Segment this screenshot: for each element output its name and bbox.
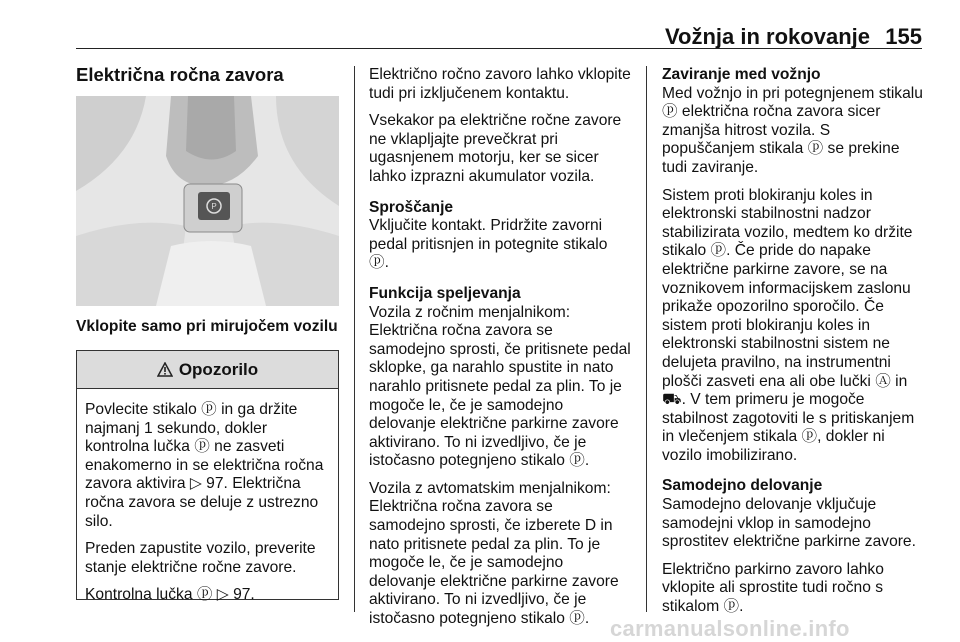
- warning-body: [77, 389, 338, 605]
- paragraph: Med vožnjo in pri potegnjenem stikalu ⓟ električna ročna zavora sicer zmanjša hitrost vozila. S popuščanjem stikala ⓟ se prekine tudi zaviranje.: [662, 84, 923, 176]
- svg-text:P: P: [211, 202, 217, 211]
- header-title: Vožnja in rokovanje: [665, 24, 870, 49]
- subheading-release: Sproščanje: [369, 198, 454, 216]
- warning-box: [76, 350, 339, 604]
- console-illustration: [76, 96, 339, 306]
- section-title: Električna ročna zavora: [76, 64, 284, 85]
- subheading-drive-away: Funkcija speljevanja: [369, 284, 521, 302]
- paragraph: Električno ročno zavoro lahko vklopite tudi pri izključenem kontaktu.: [369, 66, 631, 102]
- paragraph: Samodejno delovanje vključuje samodejni vklop in samodejno sprostitev električne parkirne zavore.: [662, 496, 916, 551]
- parking-brake-photo: [76, 96, 339, 306]
- column-divider: [646, 66, 647, 612]
- warning-title: Opozorilo: [178, 359, 259, 379]
- subheading-braking-while-driving: Zaviranje med vožnjo: [662, 66, 821, 83]
- warning-paragraph: Kontrolna lučka ⓟ ▷ 97.: [85, 586, 255, 604]
- paragraph: Sistem proti blokiranju koles in elektronski stabilnostni nadzor stabilizirata vozilo, medtem ko držite stikalo ⓟ. Če pride do napake električne parkirne zavore, se na voznikovem informacijskem zaslonu prikaže opozorilno sporočilo. Če sistem proti blokiranju koles in elektronski stabilnostni sistem ne delujeta pravilno, na instrumentni plošči zasveti ena ali obe lučki Ⓐ in ⛟. V tem primeru je mogoče stabilnost zagotoviti le s pritiskanjem in vlečenjem stikala ⓟ, dokler ni vozilo imobilizirano.: [662, 186, 915, 464]
- watermark: carmanualsonline.info: [610, 616, 850, 641]
- paragraph: Električno parkirno zavoro lahko vklopite ali sprostite tudi ročno s stikalom ⓟ.: [662, 560, 884, 616]
- column-2: [369, 66, 631, 638]
- photo-caption: Vklopite samo pri mirujočem vozilu: [76, 318, 338, 335]
- warning-paragraph: Preden zapustite vozilo, preverite stanje električne ročne zavore.: [85, 540, 316, 576]
- subheading-automatic: Samodejno delovanje: [662, 477, 823, 495]
- warning-paragraph: Povlecite stikalo ⓟ in ga držite najmanj 1 sekundo, dokler kontrolna lučka ⓟ ne zasveti enakomerno in se električna ročna zavora aktivira ▷ 97. Električna ročna zavora se deluje z ustrezno silo.: [85, 401, 324, 530]
- paragraph: Vključite kontakt. Pridržite zavorni pedal pritisnjen in potegnite stikalo ⓟ.: [369, 217, 608, 272]
- header-rule: [76, 48, 922, 49]
- paragraph: Vozila z avtomatskim menjalnikom: Električna ročna zavora se samodejno sprosti, če izberete D in nato pritisnete pedal za plin. To je mogoče le, če je samodejno delovanje električne parkirne zavore aktivirano. To ni izvedljivo, če je istočasno potegnjeno stikalo ⓟ.: [369, 479, 619, 628]
- warning-triangle-icon: [157, 362, 173, 377]
- column-divider: [354, 66, 355, 612]
- paragraph: Vozila z ročnim menjalnikom: Električna ročna zavora se samodejno sprosti, če pritisnete pedal sklopke, ga narahlo spustite in nato narahlo pritisnete pedal za plin. To je mogoče le, če je samodejno delovanje električne parkirne zavore aktivirano. To ni izvedljivo, če je istočasno potegnjeno stikalo ⓟ.: [369, 303, 631, 470]
- column-3: [662, 66, 925, 626]
- page-number: 155: [885, 24, 922, 49]
- paragraph: Vsekakor pa električne ročne zavore ne vklapljajte prevečkrat pri ugasnjenem motorju, ker se sicer lahko izprazni akumulator vozila.: [369, 112, 622, 185]
- warning-header: [77, 351, 338, 389]
- column-1: [76, 64, 339, 86]
